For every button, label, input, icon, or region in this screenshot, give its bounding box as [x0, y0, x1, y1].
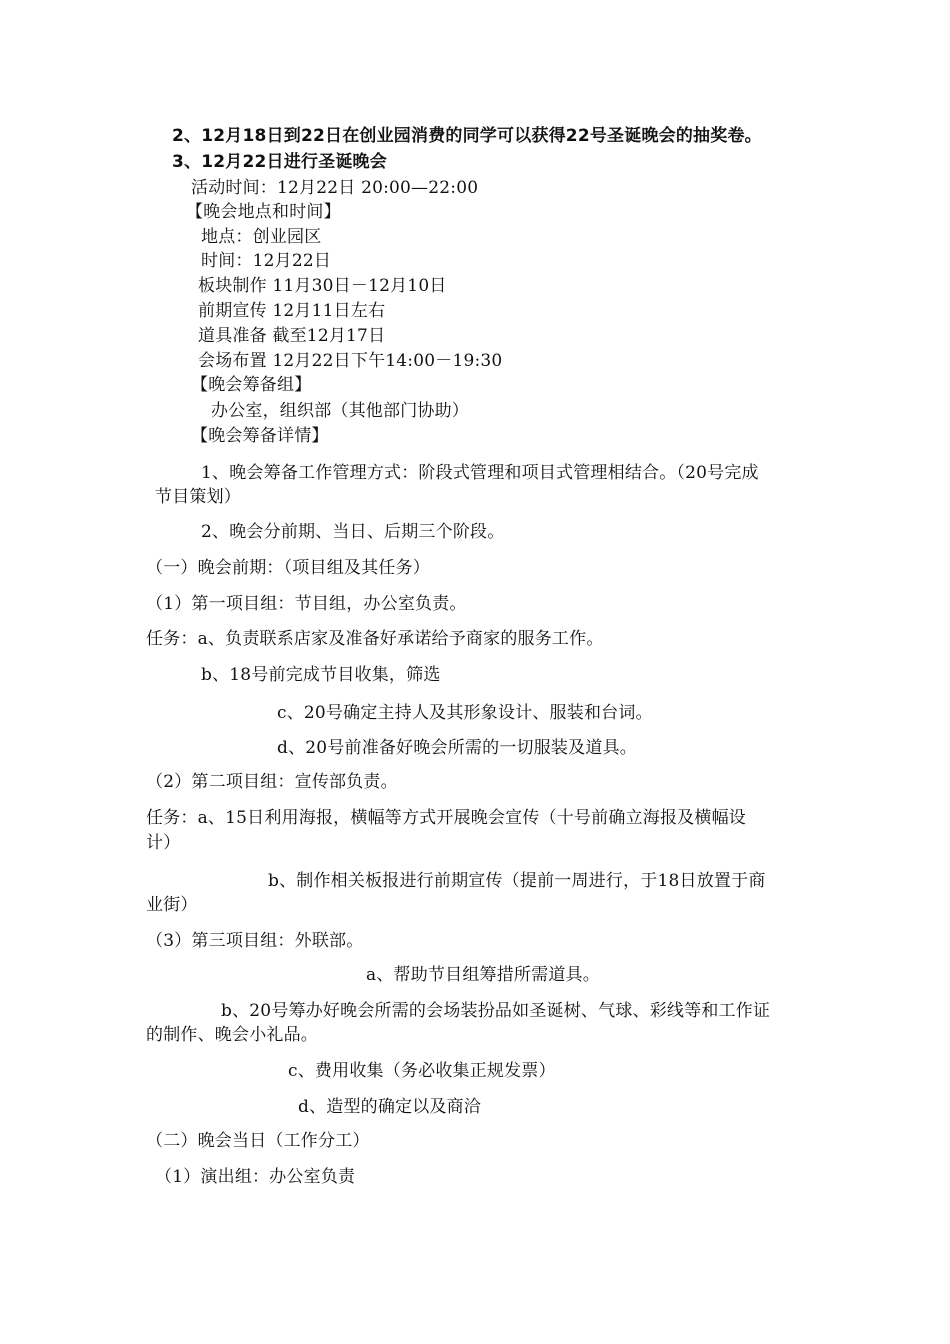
text-line: （3）第三项目组：外联部。 [146, 931, 364, 951]
text-line: 板块制作 11月30日－12月10日 [198, 276, 447, 296]
text-line: b、18号前完成节目收集，筛选 [201, 665, 441, 685]
text-line: 2、12月18日到22日在创业园消费的同学可以获得22号圣诞晚会的抽奖卷。 [172, 126, 762, 146]
text-line: 业街） [146, 895, 198, 915]
text-line: b、制作相关板报进行前期宣传（提前一周进行，于18日放置于商 [268, 871, 766, 891]
text-line: （一）晚会前期：（项目组及其任务） [146, 558, 430, 578]
text-line: b、20号筹办好晚会所需的会场装扮品如圣诞树、气球、彩线等和工作证 [221, 1001, 771, 1021]
section-heading: 【晚会筹备组】 [191, 375, 312, 395]
text-line: 任务：a、负责联系店家及准备好承诺给予商家的服务工作。 [146, 629, 604, 649]
text-line: 会场布置 12月22日下午14:00－19:30 [198, 351, 503, 371]
text-line: 3、12月22日进行圣诞晚会 [172, 152, 387, 172]
text-line: 时间：12月22日 [201, 251, 332, 271]
text-line: （二）晚会当日（工作分工） [146, 1131, 370, 1151]
text-line: d、造型的确定以及商洽 [298, 1097, 482, 1117]
text-line: a、帮助节目组筹措所需道具。 [366, 965, 600, 985]
section-heading: 【晚会筹备详情】 [191, 426, 329, 446]
text-line: 2、晚会分前期、当日、后期三个阶段。 [201, 522, 505, 542]
text-line: 任务：a、15日利用海报，横幅等方式开展晚会宣传（十号前确立海报及横幅设 [146, 808, 746, 828]
text-line: c、费用收集（务必收集正规发票） [288, 1061, 556, 1081]
text-line: 1、晚会筹备工作管理方式：阶段式管理和项目式管理相结合。（20号完成 [201, 463, 759, 483]
text-line: 的制作、晚会小礼品。 [146, 1025, 318, 1045]
text-line: （2）第二项目组：宣传部负责。 [146, 772, 398, 792]
section-heading: 【晚会地点和时间】 [186, 202, 341, 222]
text-line: （1）第一项目组：节目组，办公室负责。 [146, 594, 467, 614]
text-line: （1）演出组：办公室负责 [155, 1167, 356, 1187]
text-line: 办公室，组织部（其他部门协助） [211, 401, 469, 421]
text-line: 节目策划） [155, 487, 241, 507]
text-line: c、20号确定主持人及其形象设计、服装和台词。 [277, 703, 653, 723]
text-line: 地点：创业园区 [201, 227, 322, 247]
text-line: 活动时间：12月22日 20:00—22:00 [191, 178, 479, 198]
text-line: 前期宣传 12月11日左右 [198, 301, 386, 321]
text-line: d、20号前准备好晚会所需的一切服装及道具。 [277, 738, 637, 758]
text-line: 道具准备 截至12月17日 [198, 326, 386, 346]
text-line: 计） [146, 833, 181, 853]
